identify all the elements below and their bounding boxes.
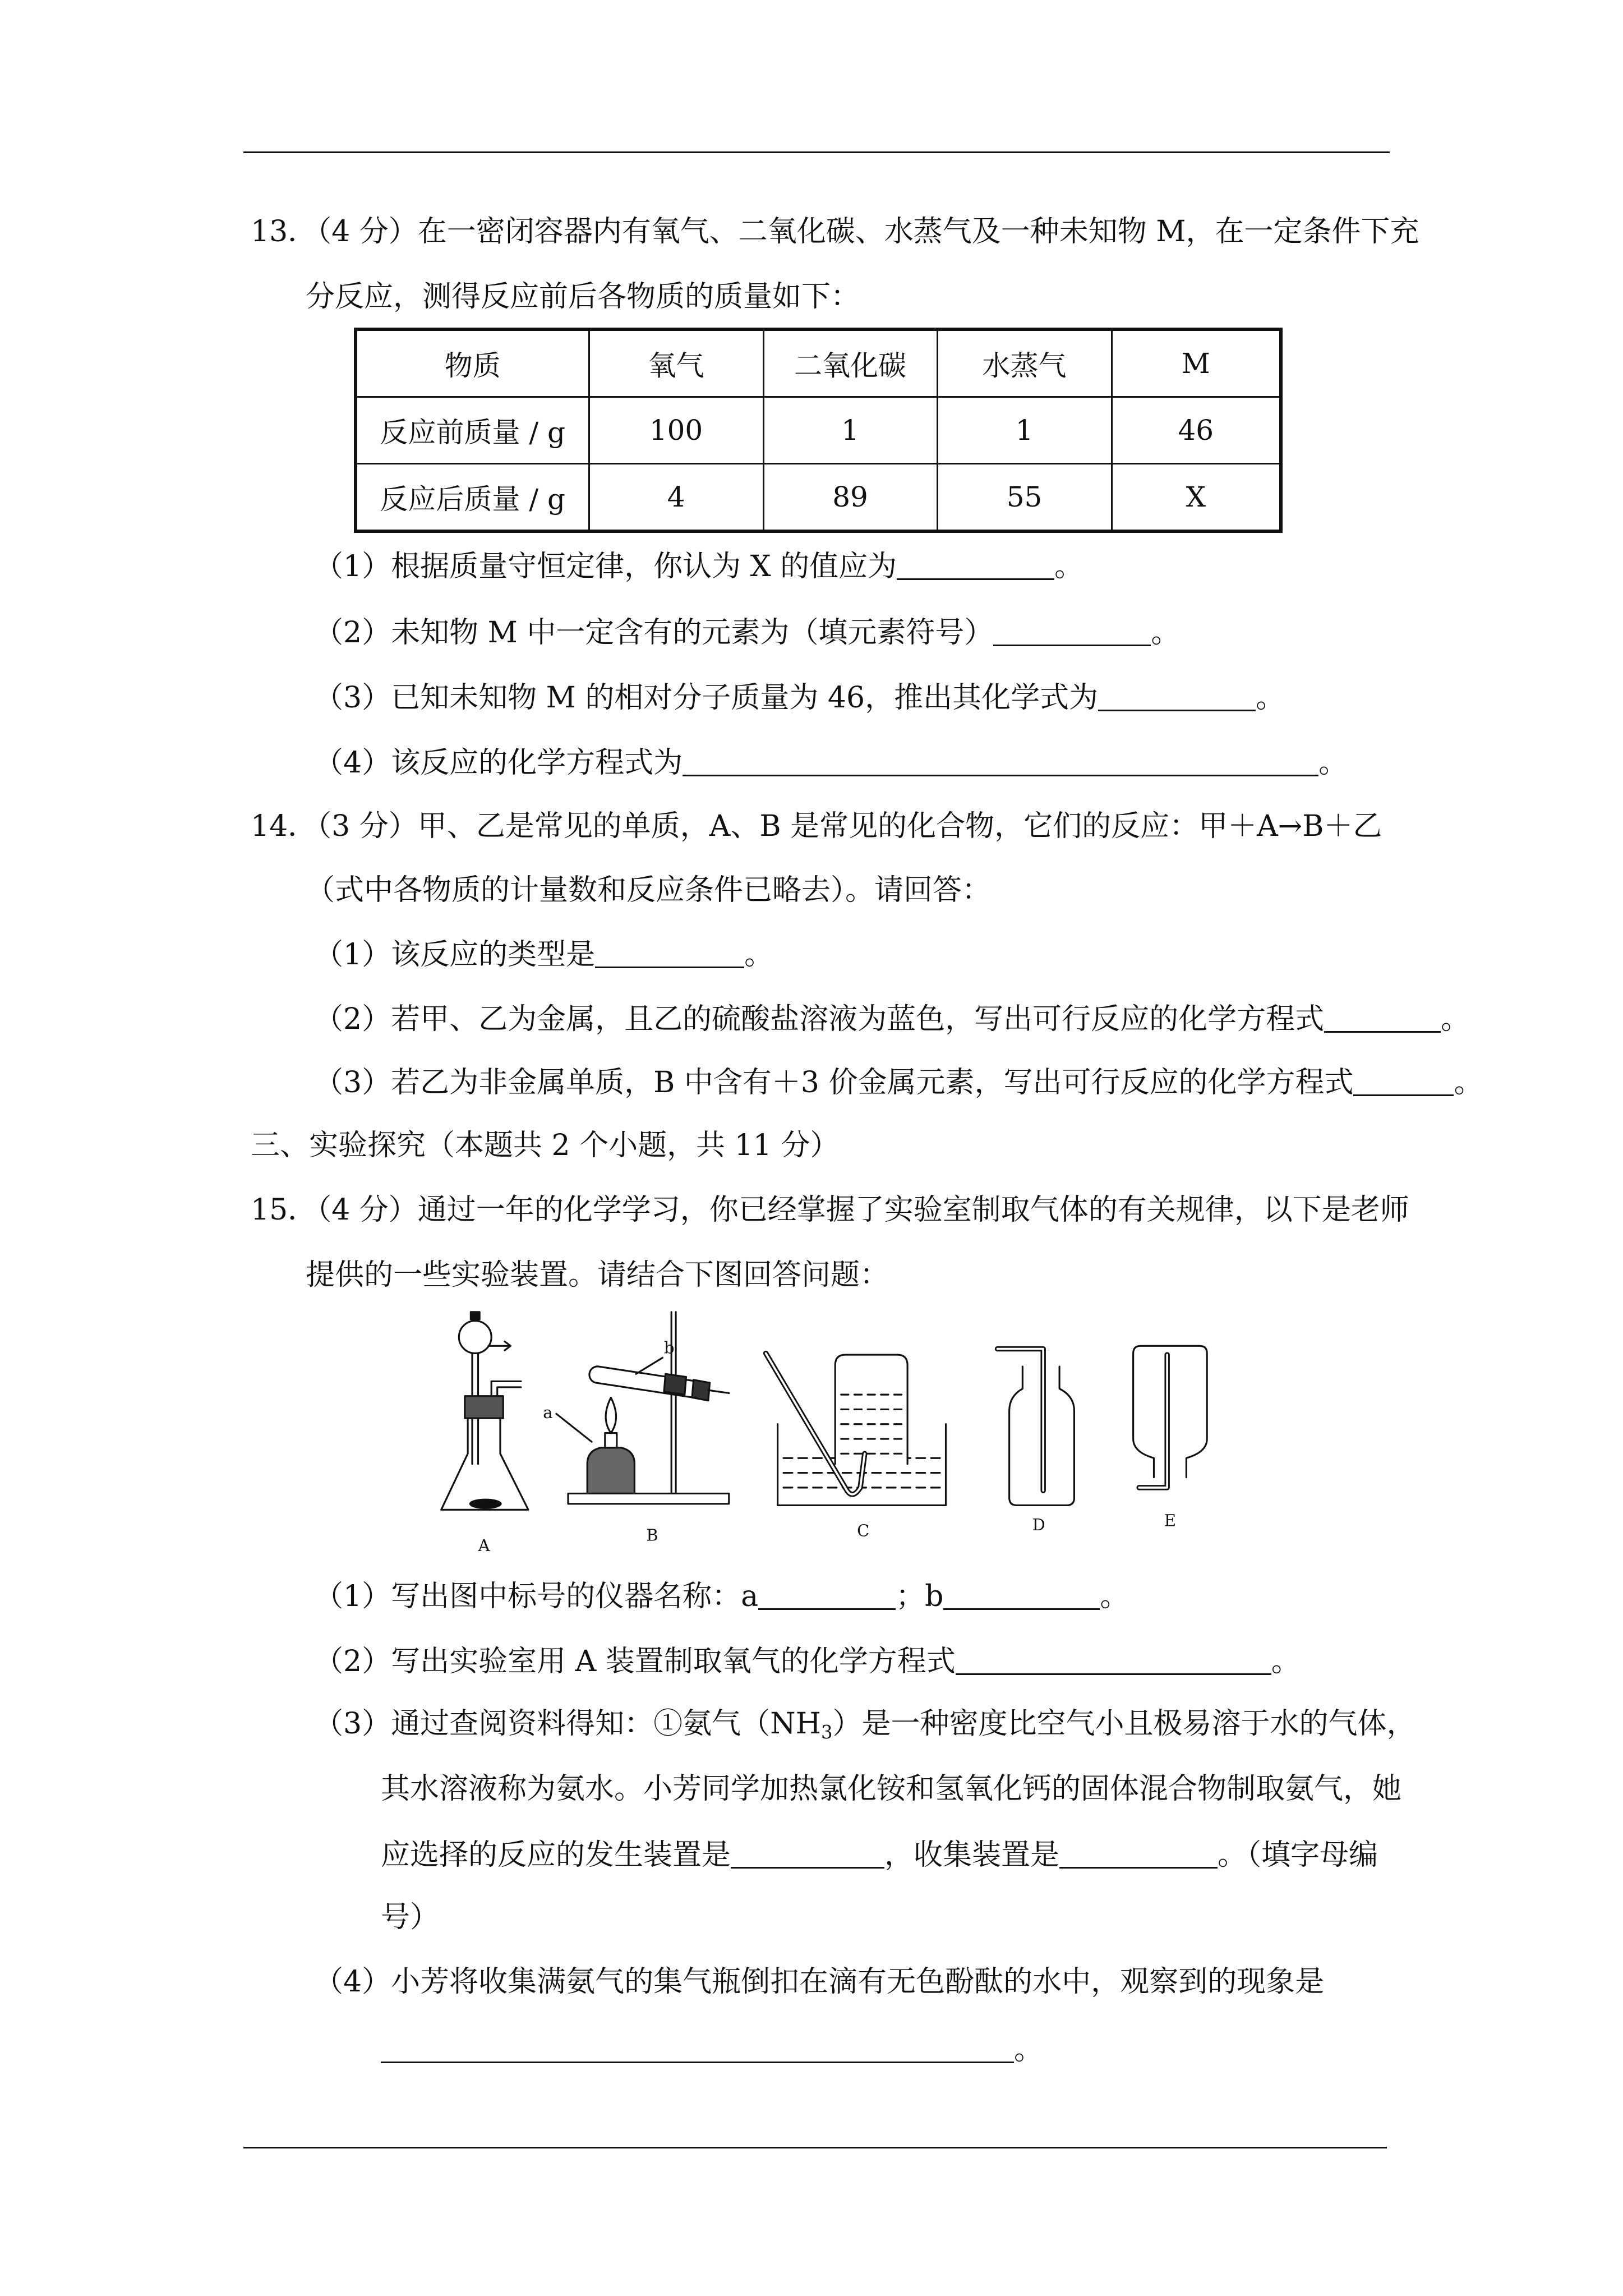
q15-sub4: （4）小芳将收集满氨气的集气瓶倒扣在滴有无色酚酞的水中，观察到的现象是 — [314, 1965, 1325, 1999]
question-text-end: 。 — [1454, 1066, 1483, 1100]
label-d-apparatus: D — [1032, 1515, 1045, 1535]
section-heading: 三、实验探究（本题共 2 个小题，共 11 分） — [251, 1129, 840, 1162]
question-text: （2）若甲、乙为金属，且乙的硫酸盐溶液为蓝色，写出可行反应的化学方程式 — [314, 1002, 1325, 1037]
question-text: （3）通过查阅资料得知：①氨气（NH — [314, 1707, 821, 1741]
table-header-cell: 氧气 — [589, 329, 763, 397]
table-cell: 反应后质量 / g — [356, 464, 589, 532]
q15-sub3-line3 — [381, 1839, 1378, 1870]
q15-sub3-line4: 号） — [381, 1901, 440, 1934]
question-text: （1）根据质量守恒定律，你认为 X 的值应为 — [314, 550, 897, 584]
flask-stopper — [465, 1396, 503, 1418]
q14-stem-line2: （式中各物质的计量数和反应条件已略去）。请回答： — [306, 873, 992, 907]
apparatus-c — [766, 1353, 946, 1540]
table-cell: 89 — [763, 464, 937, 532]
table-header-cell: 物质 — [356, 329, 589, 397]
q15-sub1 — [314, 1580, 1129, 1614]
funnel-top-knob — [471, 1312, 479, 1319]
answer-blank — [381, 2034, 1014, 2063]
q15-sub3-line2: 其水溶液称为氨水。小芳同学加热氯化铵和氢氧化钙的固体混合物制取氨气，她 — [381, 1772, 1402, 1806]
question-text-end: 。 — [1054, 550, 1084, 584]
bent-tube-inner — [998, 1349, 1044, 1491]
table-row — [356, 464, 1281, 532]
tube-stopper — [692, 1380, 710, 1401]
question-text: （3）已知未知物 M 的相对分子质量为 46，推出其化学式为 — [314, 681, 1099, 715]
funnel-bulb — [459, 1321, 491, 1354]
lamp-wick — [605, 1433, 617, 1448]
question-text: ，收集装置是 — [884, 1838, 1060, 1872]
table-header-cell: 水蒸气 — [937, 329, 1112, 397]
q13-sub4 — [314, 746, 1348, 780]
table-header-row — [356, 329, 1281, 397]
question-text-mid: ；b — [896, 1580, 944, 1614]
question-text: ）是一种密度比空气小且极易溶于水的气体， — [832, 1707, 1416, 1741]
marker-b: b — [664, 1338, 675, 1358]
table-row — [356, 397, 1281, 464]
apparatus-d — [998, 1349, 1075, 1535]
mass-table — [354, 328, 1283, 533]
answer-blank — [993, 617, 1151, 646]
table-cell: 100 — [589, 397, 763, 464]
table-header-cell: M — [1112, 329, 1281, 397]
q13-stem-line2: 分反应，测得反应前后各物质的质量如下： — [306, 280, 860, 314]
question-text: （4）该反应的化学方程式为 — [314, 746, 683, 780]
q15-stem-line2: 提供的一些实验装置。请结合下图回答问题： — [306, 1258, 889, 1292]
apparatus-a — [441, 1312, 528, 1551]
table-cell: 46 — [1112, 397, 1281, 464]
tube-clamp — [664, 1374, 686, 1395]
question-text: 应选择的反应的发生装置是 — [381, 1838, 731, 1872]
answer-blank — [683, 747, 1318, 776]
table-cell: X — [1112, 464, 1281, 532]
question-text-end: 。 — [1151, 616, 1181, 650]
alcohol-lamp-body — [587, 1448, 634, 1494]
q13-stem-line1: 13．（4 分）在一密闭容器内有氧气、二氧化碳、水蒸气及一种未知物 M，在一定条件下充 — [251, 215, 1419, 249]
q13-sub2 — [314, 616, 1181, 650]
question-text-end: 。 — [1318, 746, 1348, 780]
question-text: （3）若乙为非金属单质，B 中含有＋3 价金属元素，写出可行反应的化学方程式 — [314, 1066, 1354, 1100]
q13-sub1 — [314, 550, 1084, 584]
answer-blank — [897, 551, 1054, 580]
question-text-end: 。（填字母编 — [1218, 1838, 1378, 1872]
q15-sub4-answer-line — [381, 2033, 1044, 2067]
question-text-end: 。 — [744, 938, 774, 972]
bent-tube-outer — [998, 1349, 1044, 1491]
q14-stem-line1: 14．（3 分）甲、乙是常见的单质，A、B 是常见的化合物，它们的反应：甲＋A→B＋乙 — [251, 809, 1382, 843]
q13-sub3 — [314, 681, 1285, 715]
bottom-rule — [243, 2147, 1387, 2148]
answer-blank — [731, 1839, 884, 1869]
answer-blank — [758, 1581, 896, 1610]
pointer-line-a — [556, 1414, 592, 1442]
table-cell: 55 — [937, 464, 1112, 532]
question-text-end: 。 — [1014, 2033, 1044, 2067]
answer-blank — [1324, 1004, 1441, 1033]
flame — [606, 1397, 616, 1433]
question-text: （1）该反应的类型是 — [314, 938, 596, 972]
q14-sub1 — [314, 938, 774, 972]
answer-blank — [956, 1646, 1271, 1675]
q15-stem-line1: 15．（4 分）通过一年的化学学习，你已经掌握了实验室制取气体的有关规律，以下是老师 — [251, 1193, 1409, 1227]
question-text-end: 。 — [1271, 1645, 1301, 1679]
label-c-apparatus: C — [857, 1521, 870, 1540]
pointer-line-b — [636, 1358, 662, 1374]
subscript: 3 — [820, 1722, 833, 1743]
apparatus-e — [1133, 1346, 1207, 1530]
q14-sub3 — [314, 1066, 1483, 1100]
apparatus-figure — [428, 1303, 1232, 1551]
label-e-apparatus: E — [1164, 1511, 1176, 1530]
answer-blank — [943, 1581, 1100, 1610]
answer-blank — [1353, 1067, 1454, 1096]
table-cell: 4 — [589, 464, 763, 532]
table-cell: 1 — [763, 397, 937, 464]
conical-flask — [441, 1418, 528, 1510]
table-header-cell: 二氧化碳 — [763, 329, 937, 397]
table-cell: 反应前质量 / g — [356, 397, 589, 464]
stand-base — [568, 1493, 729, 1503]
solid-reagent — [469, 1499, 502, 1509]
question-text: （2）写出实验室用 A 装置制取氧气的化学方程式 — [314, 1645, 956, 1679]
answer-blank — [1059, 1839, 1218, 1869]
q15-sub3-line1 — [314, 1707, 1416, 1743]
question-text: （2）未知物 M 中一定含有的元素为（填元素符号） — [314, 616, 994, 650]
question-text-end: 。 — [1100, 1580, 1129, 1614]
question-text-end: 。 — [1256, 681, 1285, 715]
q14-sub2 — [314, 1002, 1470, 1037]
stopcock-arrow-icon — [488, 1341, 510, 1350]
q15-sub2 — [314, 1645, 1301, 1679]
question-text-end: 。 — [1441, 1002, 1470, 1037]
answer-blank — [595, 939, 744, 968]
label-b-apparatus: B — [646, 1525, 658, 1545]
question-text: （1）写出图中标号的仪器名称：a — [314, 1580, 759, 1614]
label-a-apparatus: A — [478, 1536, 490, 1551]
table-cell: 1 — [937, 397, 1112, 464]
marker-a: a — [543, 1403, 553, 1423]
inverted-bottle — [1133, 1346, 1207, 1477]
apparatus-b — [543, 1312, 729, 1545]
delivery-tube — [708, 1390, 729, 1393]
answer-blank — [1098, 682, 1256, 711]
top-rule — [243, 151, 1390, 153]
